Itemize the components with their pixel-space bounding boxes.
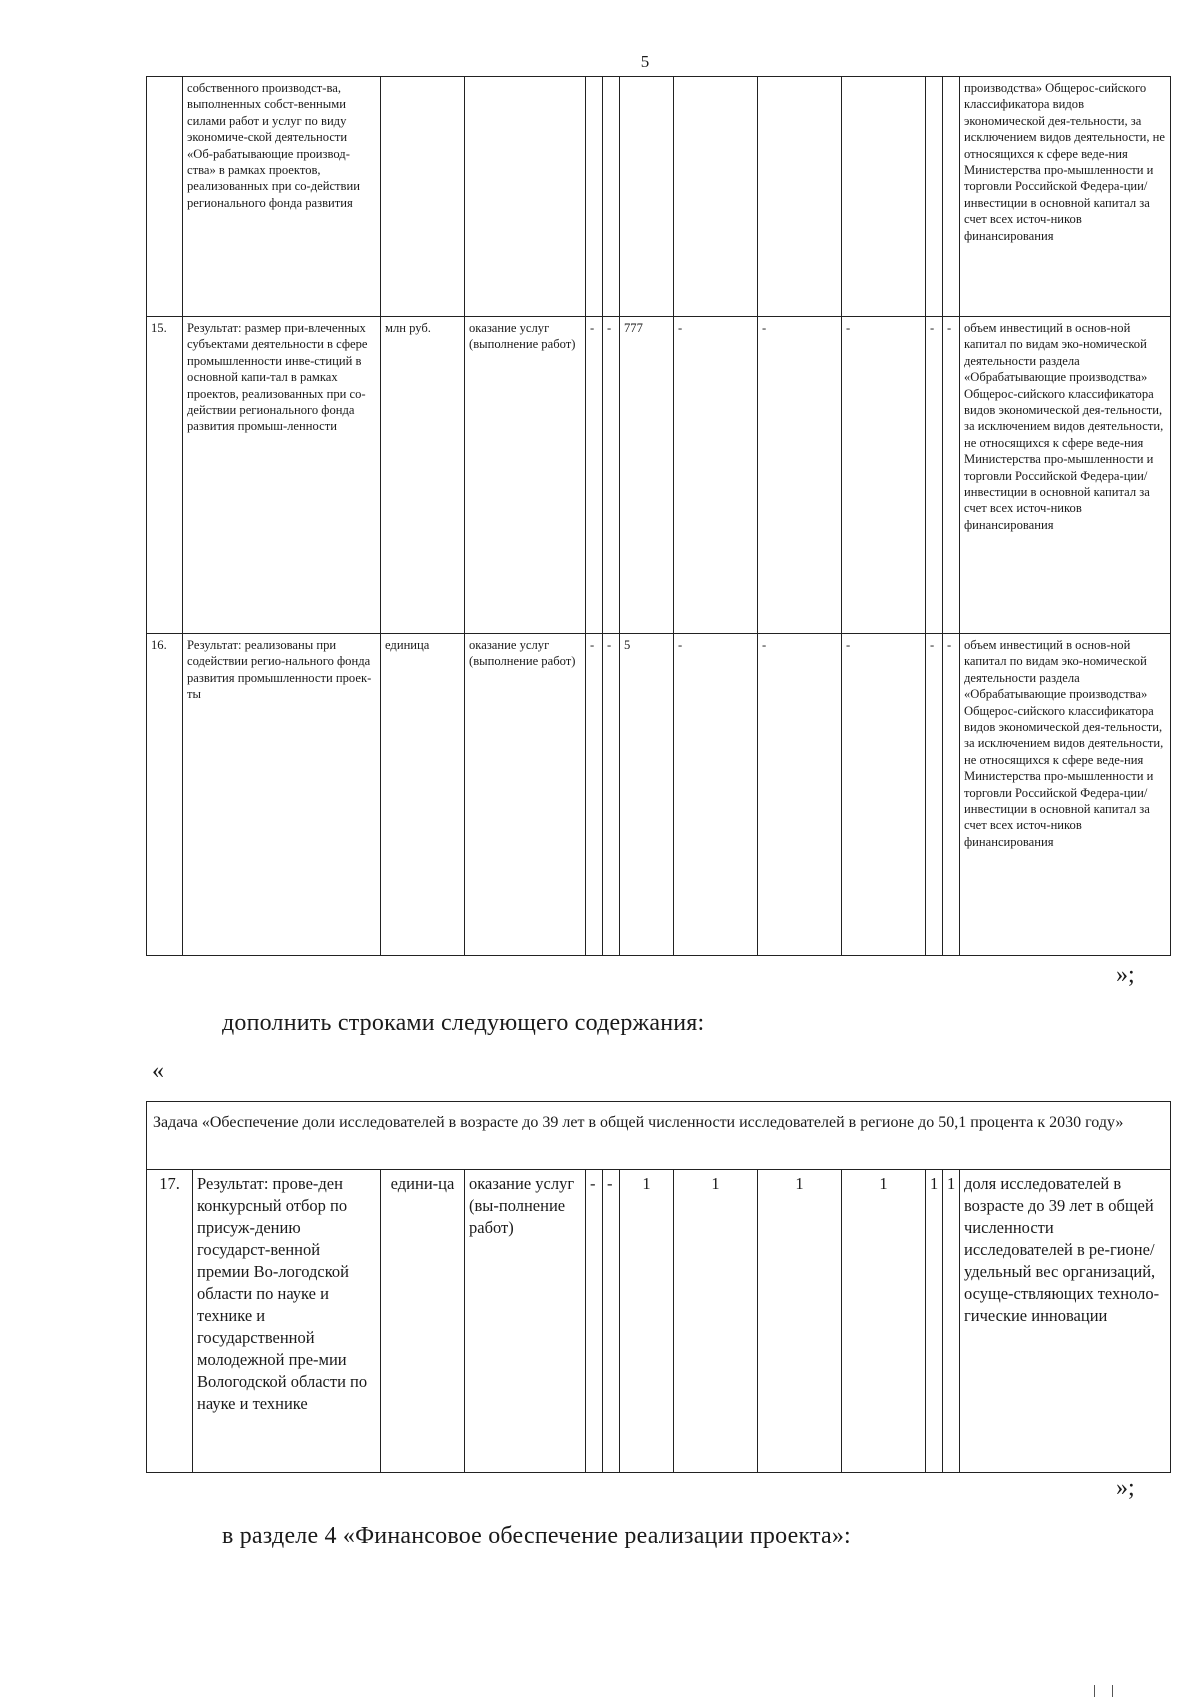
value-cell: - — [943, 317, 960, 634]
type-cell: оказание услуг (вы-полнение работ) — [465, 1170, 586, 1473]
results-table-new — [146, 1101, 1171, 1473]
value-cell: - — [926, 634, 943, 956]
indicator-link: объем инвестиций в основ-ной капитал по видам эко-номической деятельности раздела «Обрабатывающие производства» Общерос-сийского классификатора видов экономической дея-тельности, за исключением видов деятельности, не относящихся к сфере веде-ния Министерства про-мышленности и торговли Российской Федера-ции/инвестиции в основной капитал за счет всех источ-ников финансирования — [960, 317, 1171, 634]
table-row — [147, 317, 1171, 634]
value-cell: 1 — [620, 1170, 674, 1473]
table-row — [147, 1170, 1171, 1473]
value-cell — [758, 77, 842, 317]
value-cell: - — [674, 317, 758, 634]
value-cell — [620, 77, 674, 317]
result-name: Результат: прове-ден конкурсный отбор по присуж-дению государст-венной премии Во-логодской области по науке и технике и государственной молодежной пре-мии Вологодской области по науке и технике — [193, 1170, 381, 1473]
type-cell: оказание услуг (выполнение работ) — [465, 317, 586, 634]
value-cell: 1 — [674, 1170, 758, 1473]
indicator-link: производства» Общерос-сийского классификатора видов экономической дея-тельности, за исключением видов деятельности, не относящихся к сфере веде-ния Министерства про-мышленности и торговли Российской Федера-ции/инвестиции в основной капитал за счет всех источ-ников финансирования — [960, 77, 1171, 317]
value-cell: - — [603, 317, 620, 634]
result-name: Результат: размер при-влеченных субъектами деятельности в сфере промышленности инве-стиций в основной капи-тал в рамках проектов, реализованных при со-действии регионального фонда развития промыш-ленности — [183, 317, 381, 634]
closing-quote: »; — [1116, 962, 1135, 988]
result-name: собственного производст-ва, выполненных собст-венными силами работ и услуг по виду экономиче-ской деятельности «Об-рабатывающие производ-ства» в рамках проектов, реализованных при со-действии регионального фонда развития — [183, 77, 381, 317]
opening-quote: « — [152, 1058, 164, 1084]
value-cell: - — [842, 634, 926, 956]
value-cell — [674, 77, 758, 317]
page-number: 5 — [640, 52, 650, 71]
task-caption-row — [147, 1102, 1171, 1170]
type-cell — [465, 77, 586, 317]
instruction-paragraph: дополнить строками следующего содержания: — [222, 1010, 705, 1036]
value-cell: 1 — [842, 1170, 926, 1473]
unit-cell — [381, 77, 465, 317]
value-cell: 1 — [758, 1170, 842, 1473]
unit-cell: единица — [381, 634, 465, 956]
value-cell: - — [926, 317, 943, 634]
row-number: 15. — [147, 317, 183, 634]
value-cell — [943, 77, 960, 317]
row-number: 16. — [147, 634, 183, 956]
task-caption: Задача «Обеспечение доли исследователей в возрасте до 39 лет в общей численности исследователей в регионе до 50,1 процента к 2030 году» — [147, 1102, 1171, 1170]
unit-cell: млн руб. — [381, 317, 465, 634]
value-cell: - — [842, 317, 926, 634]
value-cell: - — [943, 634, 960, 956]
value-cell: - — [758, 634, 842, 956]
type-cell: оказание услуг (выполнение работ) — [465, 634, 586, 956]
table-row — [147, 634, 1171, 956]
value-cell: 1 — [943, 1170, 960, 1473]
value-cell: - — [586, 634, 603, 956]
value-cell: - — [586, 1170, 603, 1473]
result-name: Результат: реализованы при содействии регио-нального фонда развития промышленности проек-ты — [183, 634, 381, 956]
value-cell — [603, 77, 620, 317]
results-table-continued — [146, 76, 1171, 956]
value-cell: 777 — [620, 317, 674, 634]
scan-edge-mark — [1094, 1685, 1095, 1697]
value-cell — [842, 77, 926, 317]
row-number — [147, 77, 183, 317]
value-cell: 1 — [926, 1170, 943, 1473]
closing-quote: »; — [1116, 1475, 1135, 1501]
value-cell: - — [603, 1170, 620, 1473]
instruction-paragraph: в разделе 4 «Финансовое обеспечение реализации проекта»: — [222, 1523, 851, 1549]
value-cell: - — [586, 317, 603, 634]
value-cell: - — [603, 634, 620, 956]
table-row — [147, 77, 1171, 317]
indicator-link: доля исследователей в возрасте до 39 лет в общей численности исследователей в ре-гионе/удельный вес организаций, осуще-ствляющих техноло-гические инновации — [960, 1170, 1171, 1473]
row-number: 17. — [147, 1170, 193, 1473]
value-cell — [586, 77, 603, 317]
value-cell: 5 — [620, 634, 674, 956]
value-cell: - — [674, 634, 758, 956]
scan-edge-mark — [1112, 1685, 1113, 1697]
value-cell — [926, 77, 943, 317]
value-cell: - — [758, 317, 842, 634]
indicator-link: объем инвестиций в основ-ной капитал по видам эко-номической деятельности раздела «Обрабатывающие производства» Общерос-сийского классификатора видов экономической дея-тельности, за исключением видов деятельности, не относящихся к сфере веде-ния Министерства про-мышленности и торговли Российской Федера-ции/инвестиции в основной капитал за счет всех источ-ников финансирования — [960, 634, 1171, 956]
unit-cell: едини-ца — [381, 1170, 465, 1473]
